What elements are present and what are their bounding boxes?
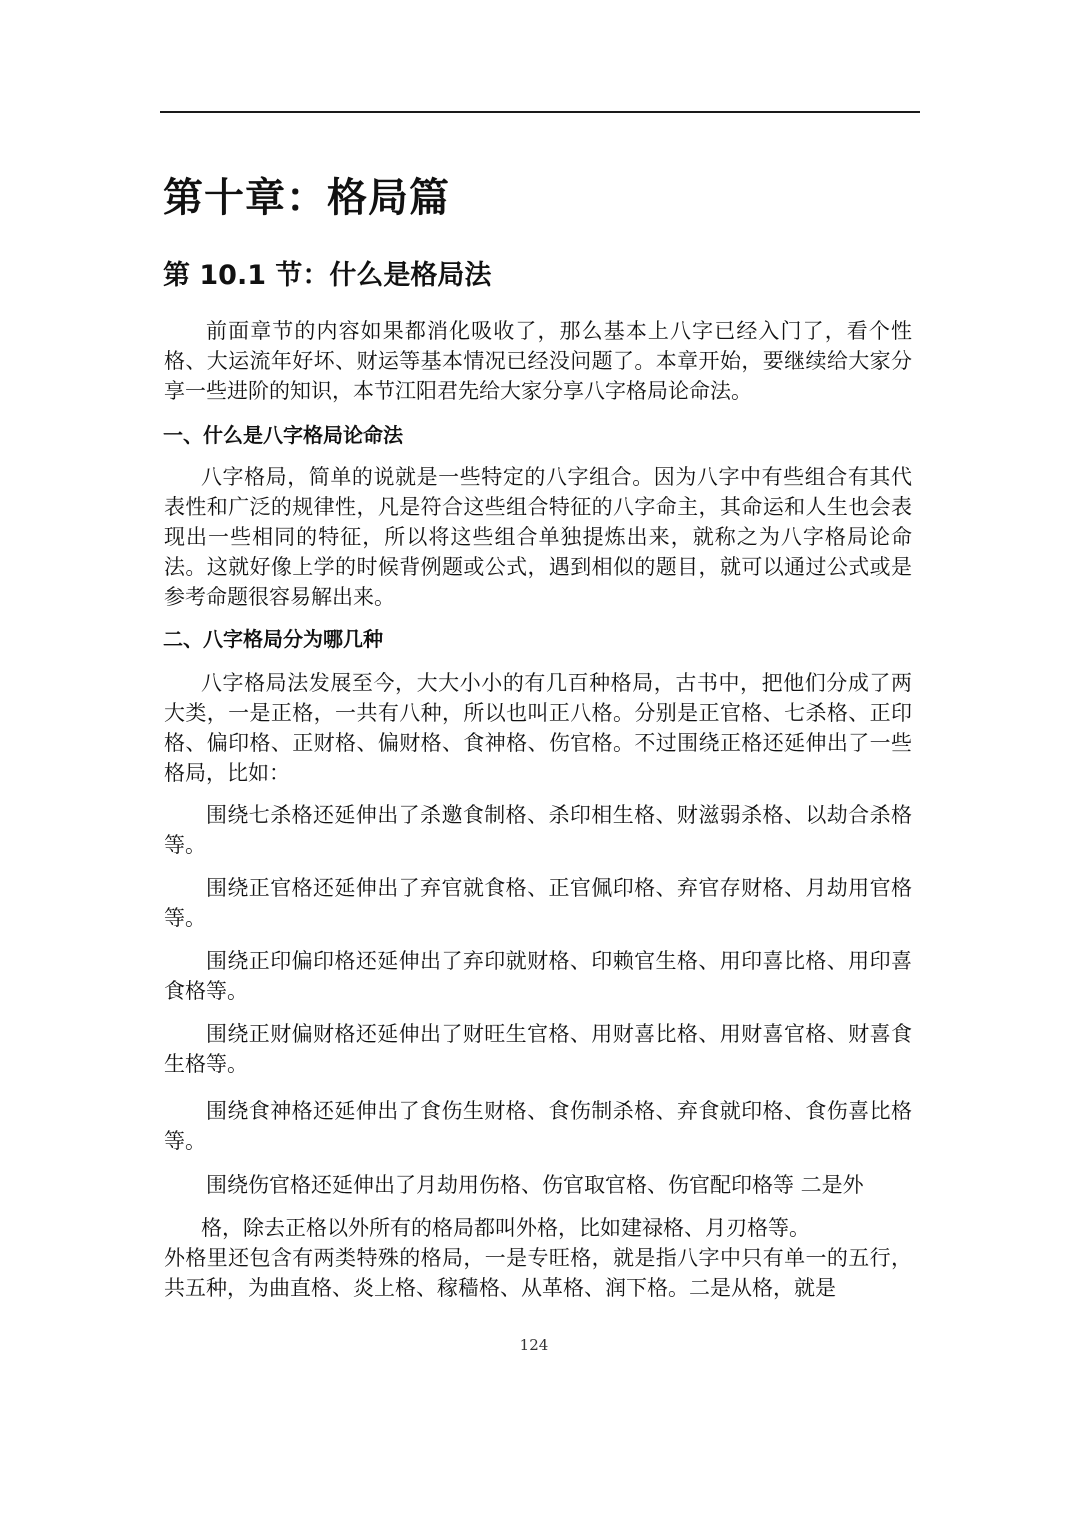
waige-line: 格，除去正格以外所有的格局都叫外格，比如建禄格、月刃格等。 — [201, 1216, 810, 1240]
shangguan-line: 围绕伤官格还延伸出了月劫用伤格、伤官取官格、伤官配印格等 二是外 — [206, 1173, 864, 1197]
intro-paragraph: 前面章节的内容如果都消化吸收了，那么基本上八字已经入门了，看个性格、大运流年好坏、财运等基本情况已经没问题了。本章开始，要继续给大家分享一些进阶的知识，本节江阳君先给大家分享八字格局论命法。 — [164, 319, 912, 403]
paragraph-types: 八字格局法发展至今，大大小小的有几百种格局，古书中，把他们分成了两大类，一是正格，一共有八种，所以也叫正八格。分别是正官格、七杀格、正印格、偏印格、正财格、偏财格、食神格、伤官格。不过围绕正格还延伸出了一些格局，比如： — [164, 671, 912, 785]
heading-what-is-geju: 一、什么是八字格局论命法 — [163, 423, 403, 447]
paragraph-definition: 八字格局，简单的说就是一些特定的八字组合。因为八字中有些组合有其代表性和广泛的规律性，凡是符合这些组合特征的八字命主，其命运和人生也会表现出一些相同的特征，所以将这些组合单独提炼出来，就称之为八字格局论命法。这就好像上学的时候背例题或公式，遇到相似的题目，就可以通过公式或是参考命题很容易解出来。 — [164, 465, 912, 609]
list-item: 围绕正官格还延伸出了弃官就食格、正官佩印格、弃官存财格、月劫用官格等。 — [164, 876, 912, 930]
list-item: 围绕正财偏财格还延伸出了财旺生官格、用财喜比格、用财喜官格、财喜食生格等。 — [164, 1022, 912, 1076]
paragraph-special-geju: 外格里还包含有两类特殊的格局，一是专旺格，就是指八字中只有单一的五行，共五种，为曲直格、炎上格、稼穑格、从革格、润下格。二是从格，就是 — [164, 1246, 912, 1300]
chapter-title: 第十章：格局篇 — [163, 175, 450, 221]
header-rule — [160, 111, 920, 113]
list-item: 围绕正印偏印格还延伸出了弃印就财格、印赖官生格、用印喜比格、用印喜食格等。 — [164, 949, 912, 1003]
page-number: 124 — [519, 1336, 549, 1354]
list-item: 围绕食神格还延伸出了食伤生财格、食伤制杀格、弃食就印格、食伤喜比格等。 — [164, 1099, 912, 1153]
list-item: 围绕七杀格还延伸出了杀邀食制格、杀印相生格、财滋弱杀格、以劫合杀格等。 — [164, 803, 912, 857]
section-title: 第 10.1 节：什么是格局法 — [163, 260, 492, 291]
heading-geju-types: 二、八字格局分为哪几种 — [163, 627, 383, 651]
